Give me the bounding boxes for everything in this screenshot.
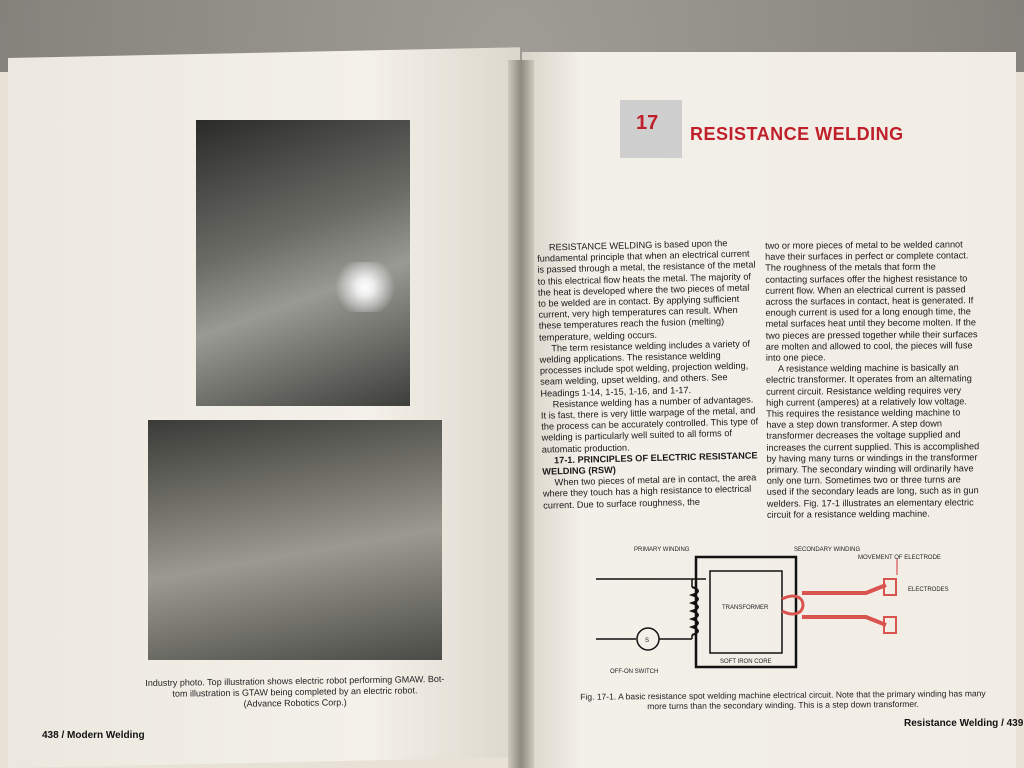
electrodes-label: ELECTRODES [908, 587, 949, 593]
right-folio: Resistance Welding / 439 [904, 718, 1024, 729]
text-column-1 [537, 237, 764, 511]
caption-line: Industry photo. Top illustration shows electric robot performing GMAW. Bot- [145, 673, 445, 689]
switch-text: OFF-ON SWITCH [610, 669, 659, 675]
paragraph: A resistance welding machine is basically an electric transformer. It operates from an alternating current circuit. Resistance welding requires very high current (amperes) at a relatively low voltage. This requires the resistance welding machine to have a step down transformer. A step down transformer decreases the voltage supplied and increases the current supplied. This is accomplished by having many turns or windings in the transformer primary. The secondary winding will ordinarily have only one turn. Sometimes two or three turns are used if the secondary leads are long, such as in gun welders. Fig. 17-1 illustrates an elementary electric circuit for a resistance welding machine. [765, 362, 980, 520]
soft-iron-core [696, 557, 796, 667]
secondary-winding [782, 596, 803, 614]
paragraph: two or more pieces of metal to be welded cannot have their surfaces in perfect or complete contact. The roughness of the metals that form the contacting surfaces offer the highest resistance to current flow. When an electrical current is passed across the surfaces in contact, heat is generated. If enough current is used for a long enough time, the metal surfaces heat until they become molten. If the two pieces are pressed together while their surfaces are molten and allowed to cool, the pieces will fuse into one piece. [765, 239, 978, 363]
robot-gtaw-photo [148, 420, 442, 660]
circuit-diagram [596, 545, 976, 685]
paragraph: Resistance welding has a number of advantages. It is fast, there is very little warpage of the metal, and the process can be accurately controlled. This type of welding is particularly well suited to all forms of automatic production. [540, 394, 759, 455]
paragraph: When two pieces of metal are in contact, the area where they touch has a high resistance to electrical current. Due to surface roughness, the [542, 472, 757, 511]
core-label: SOFT IRON CORE [720, 659, 772, 665]
section-heading: 17-1. PRINCIPLES OF ELECTRIC RESISTANCE WELDING (RSW) [542, 450, 758, 477]
photo-caption [140, 674, 450, 711]
caption-line: more turns than the secondary winding. This is a step down transformer. [647, 698, 919, 712]
caption-line: (Advance Robotics Corp.) [243, 697, 347, 709]
book-gutter [508, 60, 534, 768]
chapter-title: RESISTANCE WELDING [690, 124, 904, 144]
caption-line: tom illustration is GTAW being completed by an electric robot. [172, 685, 418, 699]
text-column-2 [765, 239, 981, 521]
welding-spark [330, 262, 400, 312]
left-folio: 438 / Modern Welding [42, 730, 145, 741]
transformer-label: TRANSFORMER [722, 605, 769, 611]
caption-line: Fig. 17-1. A basic resistance spot welding machine electrical circuit. Note that the primary winding has many [580, 688, 986, 702]
movement-label: MOVEMENT OF ELECTRODE [858, 555, 941, 561]
paragraph: The term resistance welding includes a variety of welding applications. The resistance welding processes include spot welding, projection welding, seam welding, upset welding, and others. See Headings 1-14, 1-15, 1-16, and 1-17. [539, 338, 751, 399]
chapter-number: 17 [636, 112, 659, 134]
secondary-label: SECONDARY WINDING [794, 547, 861, 553]
figure-caption [578, 688, 988, 712]
primary-label: PRIMARY WINDING [634, 547, 690, 553]
switch-label: S [645, 638, 650, 644]
paragraph: RESISTANCE WELDING is based upon the fundamental principle that when an electrical current is passed through a metal, the resistance of the metal to this electrical flow heats the metal. The majority of the heat is developed where the two pieces of metal to be welded are in contact. By applying sufficient current, very high temperatures can result. When these temperatures reach the fusion (melting) temperature, welding occurs. [537, 238, 756, 343]
